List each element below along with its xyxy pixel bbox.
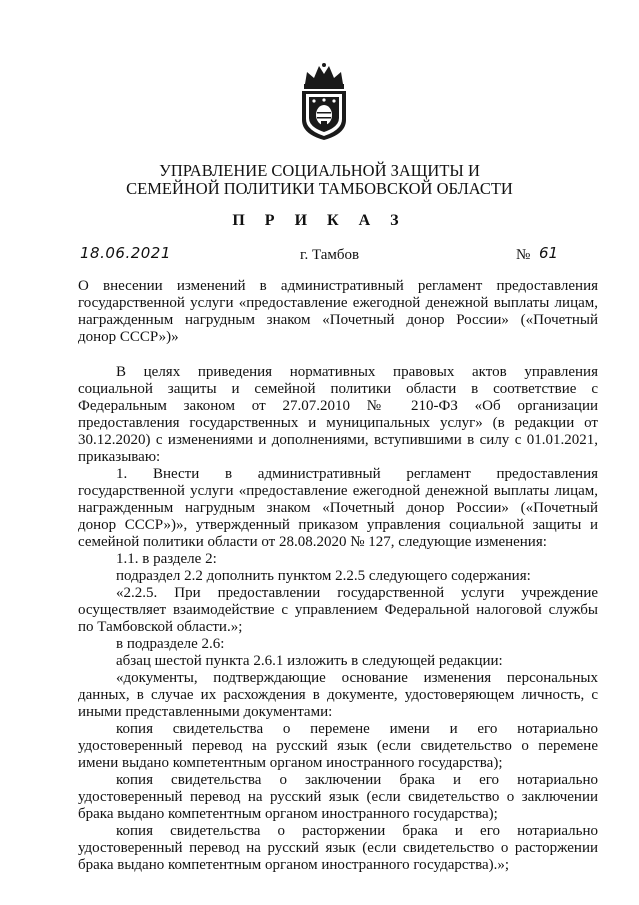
body-line: донор СССР»)», утвержденный приказом управления социальной защиты и <box>78 517 598 533</box>
subject-line: донор СССР»)» <box>78 329 179 345</box>
body-line: государственной услуги «предоставление ежегодной денежной выплаты лицам, <box>78 483 598 499</box>
order-title: П Р И К А З <box>232 212 407 229</box>
body-line: 1. Внести в административный регламент предоставления <box>116 466 598 482</box>
subject-line: О внесении изменений в административный регламент предоставления <box>78 278 598 294</box>
body-line: осуществляет взаимодействие с управлением Федеральной налоговой службы <box>78 602 598 618</box>
coat-of-arms-emblem <box>297 62 351 142</box>
body-line: брака выдано компетентным органом иностранного государства).»; <box>78 857 510 873</box>
body-line: удостоверенный перевод на русский язык (если свидетельство о перемене <box>78 738 598 754</box>
body-line: награжденным нагрудным знаком «Почетный донор России» («Почетный <box>78 500 598 516</box>
body-line: удостоверенный перевод на русский язык (если свидетельство о расторжении <box>78 840 598 856</box>
body-line: иными представленными документами: <box>78 704 333 720</box>
subject-line: государственной услуги «предоставление ежегодной денежной выплаты лицам, <box>78 295 598 311</box>
body-line: В целях приведения нормативных правовых актов управления <box>116 364 598 380</box>
body-line: имени выдано компетентным органом иностранного государства); <box>78 755 503 771</box>
body-line: «документы, подтверждающие основание изменения персональных <box>116 670 598 686</box>
subject-line: награжденным нагрудным знаком «Почетный донор России» («Почетный <box>78 312 598 328</box>
order-number-sign: № <box>516 247 531 263</box>
body-line: копия свидетельства о заключении брака и его нотариально <box>116 772 598 788</box>
body-line: семейной политики области от 28.08.2020 № 127, следующие изменения: <box>78 534 547 550</box>
order-date: 18.06.2021 <box>80 244 171 262</box>
body-line: удостоверенный перевод на русский язык (если свидетельство о заключении <box>78 789 598 805</box>
organization-name-line-1: УПРАВЛЕНИЕ СОЦИАЛЬНОЙ ЗАЩИТЫ И <box>159 161 480 180</box>
organization-name-line-2: СЕМЕЙНОЙ ПОЛИТИКИ ТАМБОВСКОЙ ОБЛАСТИ <box>126 179 513 198</box>
body-line: 1.1. в разделе 2: <box>116 551 217 567</box>
body-line: абзац шестой пункта 2.6.1 изложить в следующей редакции: <box>116 653 503 669</box>
body-line: 30.12.2020) с изменениями и дополнениями, вступившими в силу с 01.01.2021, <box>78 432 598 448</box>
body-line: «2.2.5. При предоставлении государственной услуги учреждение <box>116 585 598 601</box>
body-line: копия свидетельства о перемене имени и его нотариально <box>116 721 598 737</box>
body-line: брака выдано компетентным органом иностранного государства); <box>78 806 498 822</box>
body-line: данных, в случае их расхождения в документе, удостоверяющем личность, с <box>78 687 598 703</box>
order-number: 61 <box>539 244 559 262</box>
body-line: социальной защиты и семейной политики области в соответствие с <box>78 381 598 397</box>
body-line: в подразделе 2.6: <box>116 636 225 652</box>
body-line: по Тамбовской области.»; <box>78 619 243 635</box>
body-line: предоставления государственных и муниципальных услуг» (в редакции от <box>78 415 598 431</box>
body-line: копия свидетельства о расторжении брака и его нотариально <box>116 823 598 839</box>
body-line: Федеральным законом от 27.07.2010 № 210-ФЗ «Об организации <box>78 398 598 414</box>
order-city: г. Тамбов <box>300 247 360 263</box>
body-line: подраздел 2.2 дополнить пунктом 2.2.5 следующего содержания: <box>116 568 531 584</box>
body-line: приказываю: <box>78 449 161 465</box>
